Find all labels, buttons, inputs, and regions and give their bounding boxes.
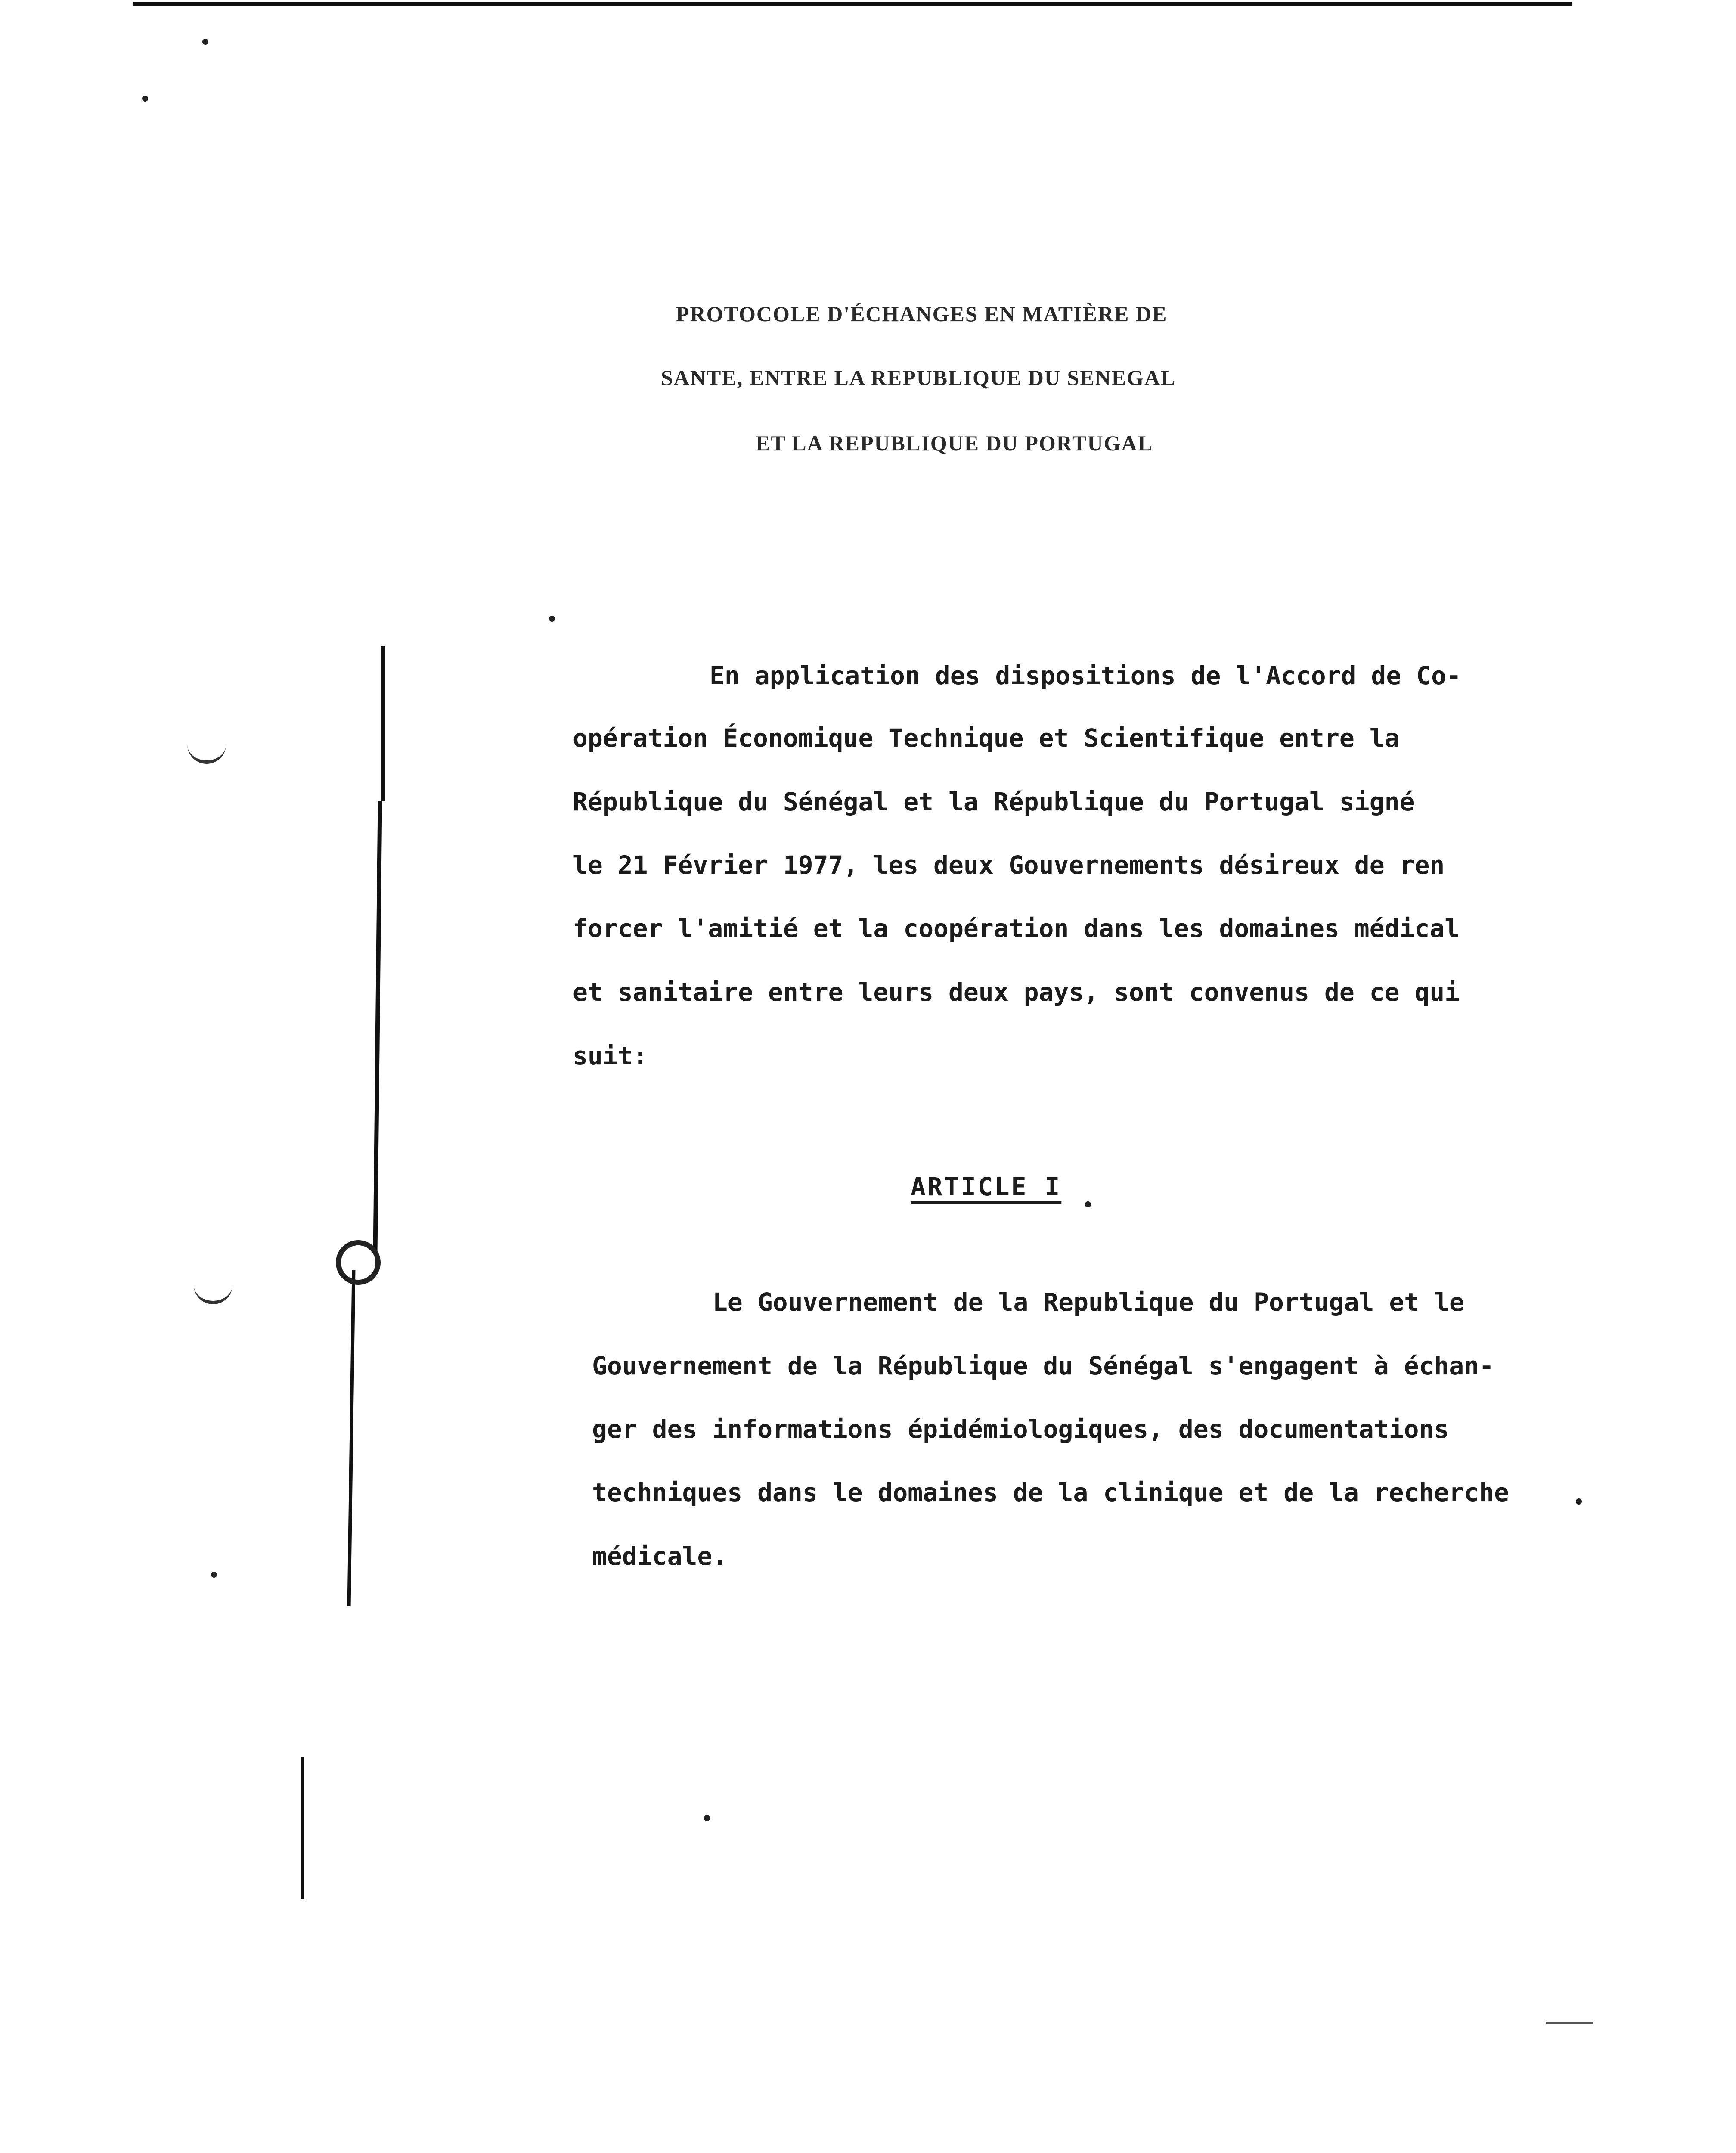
scan-speck	[704, 1815, 710, 1821]
punch-hole-mark-lower	[194, 1281, 232, 1304]
page-top-edge	[133, 2, 1572, 6]
preamble-line-2: opération Économique Technique et Scientifique entre la	[573, 723, 1400, 753]
scan-speck	[549, 616, 555, 622]
title-line-3: ET LA REPUBLIQUE DU PORTUGAL	[756, 431, 1153, 455]
preamble-line-7: suit:	[573, 1041, 648, 1070]
punch-hole-mark-upper	[187, 741, 226, 764]
binding-ring-mark	[336, 1240, 381, 1285]
binding-line-middle	[373, 801, 382, 1253]
article-line-1: Le Gouvernement de la Republique du Portugal et le	[713, 1287, 1464, 1317]
preamble-line-5: forcer l'amitié et la coopération dans les domaines médical	[573, 914, 1460, 943]
scan-speck	[1576, 1498, 1582, 1505]
scan-speck	[202, 39, 208, 45]
article-line-4: techniques dans le domaines de la clinique et de la recherche	[592, 1478, 1510, 1507]
preamble-line-6: et sanitaire entre leurs deux pays, sont convenus de ce qui	[573, 977, 1460, 1007]
scan-speck	[142, 96, 148, 102]
title-line-2: SANTE, ENTRE LA REPUBLIQUE DU SENEGAL	[661, 366, 1176, 390]
article-line-5: médicale.	[592, 1542, 728, 1571]
binding-line-bottom	[301, 1757, 304, 1899]
preamble-line-1: En application des dispositions de l'Accord de Co-	[710, 661, 1461, 690]
binding-line-lower	[347, 1270, 356, 1606]
article-heading: ARTICLE I	[911, 1172, 1062, 1201]
article-line-2: Gouvernement de la République du Sénégal s'engagent à échan-	[592, 1351, 1494, 1381]
binding-line-upper	[381, 646, 385, 801]
preamble-line-4: le 21 Février 1977, les deux Gouvernements désireux de ren	[573, 850, 1445, 880]
scan-speck	[211, 1572, 217, 1578]
scan-edge-mark	[1546, 2022, 1593, 2024]
scan-speck	[1085, 1201, 1091, 1207]
article-line-3: ger des informations épidémiologiques, des documentations	[592, 1415, 1449, 1444]
preamble-line-3: République du Sénégal et la République du Portugal signé	[573, 787, 1415, 816]
title-line-1: PROTOCOLE D'ÉCHANGES EN MATIÈRE DE	[676, 302, 1168, 326]
